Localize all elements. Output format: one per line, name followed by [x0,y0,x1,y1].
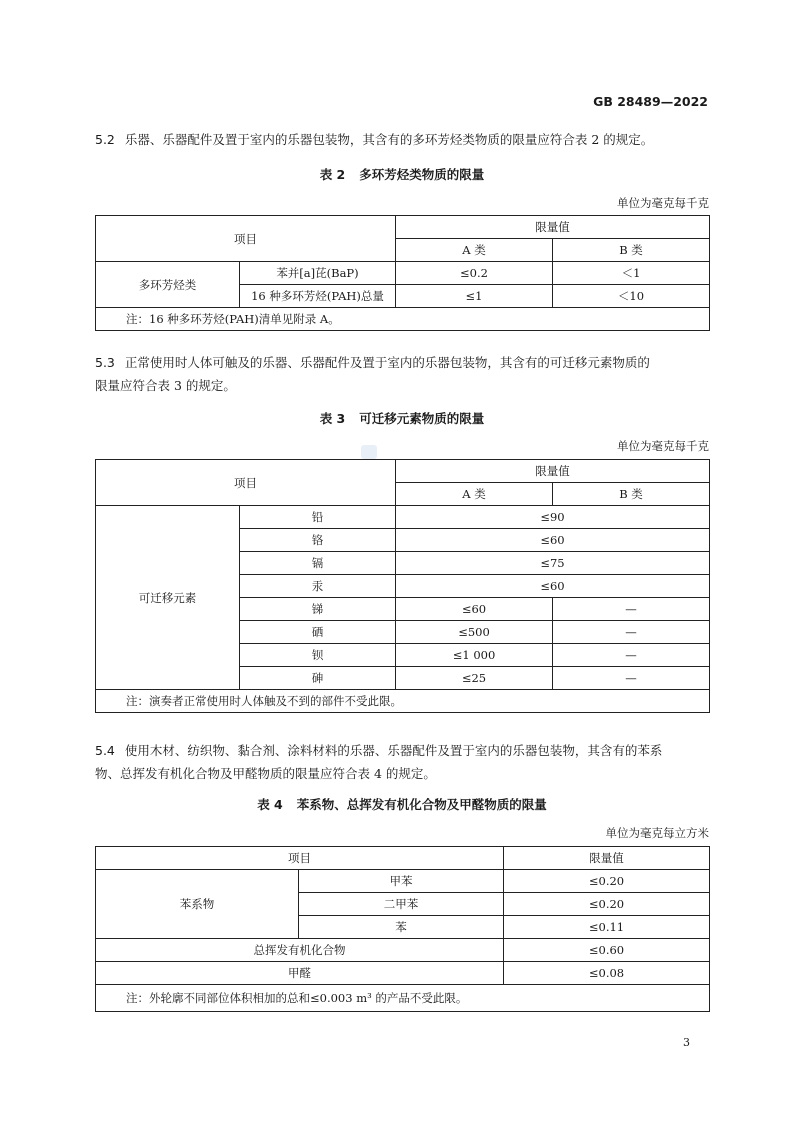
header-limit: 限量值 [504,847,710,870]
clause-line-1: 使用木材、纺织物、黏合剂、涂料材料的乐器、乐器配件及置于室内的乐器包装物，其含有的苯系 [124,743,663,758]
substance-value: ≤0.20 [504,893,710,916]
element-value-b: — [553,644,710,667]
substance-value: ≤0.60 [504,939,710,962]
clause-5-3 [95,351,709,397]
table-4-caption [95,795,709,813]
table-3 [95,459,710,713]
clause-5-4 [95,739,709,785]
header-item: 项目 [96,460,396,506]
clause-line-1: 正常使用时人体可触及的乐器、乐器配件及置于室内的乐器包装物，其含有的可迁移元素物质的 [124,355,650,370]
group-label: 可迁移元素 [96,506,240,690]
element-name: 钡 [240,644,396,667]
element-value: ≤60 [396,575,710,598]
header-limit: 限量值 [396,460,710,483]
header-class-b: B 类 [553,483,710,506]
element-value: ≤90 [396,506,710,529]
table-2-unit: 单位为毫克每千克 [617,196,709,210]
header-item: 项目 [96,847,504,870]
row-value-b: ＜10 [553,285,710,308]
element-value: ≤75 [396,552,710,575]
watermark-logo [361,445,377,459]
element-name: 铬 [240,529,396,552]
substance-name: 二甲苯 [299,893,504,916]
group-label: 多环芳烃类 [96,262,240,308]
table-4 [95,846,710,1012]
page-number: 3 [683,1036,690,1049]
element-value-a: ≤25 [396,667,553,690]
table-3-unit: 单位为毫克每千克 [617,439,709,453]
element-name: 硒 [240,621,396,644]
table-number: 表 4 [257,797,283,812]
header-class-a: A 类 [396,483,553,506]
table-3-caption [95,409,709,427]
row-name: 16 种多环芳烃(PAH)总量 [240,285,396,308]
clause-number: 5.3 [95,355,115,370]
clause-line-2: 限量应符合表 3 的规定。 [95,378,236,393]
element-value-a: ≤500 [396,621,553,644]
table-title: 苯系物、总挥发有机化合物及甲醛物质的限量 [296,797,547,812]
element-value-a: ≤1 000 [396,644,553,667]
element-name: 汞 [240,575,396,598]
table-title: 可迁移元素物质的限量 [359,411,485,426]
element-value-b: — [553,598,710,621]
substance-value: ≤0.11 [504,916,710,939]
row-value-b: ＜1 [553,262,710,285]
clause-5-2 [95,128,709,151]
header-limit: 限量值 [396,216,710,239]
table-number: 表 3 [319,411,346,426]
row-value-a: ≤0.2 [396,262,553,285]
substance-name: 甲醛 [96,962,504,985]
element-value: ≤60 [396,529,710,552]
substance-name: 总挥发有机化合物 [96,939,504,962]
clause-number: 5.4 [95,743,115,758]
element-name: 锑 [240,598,396,621]
element-value-a: ≤60 [396,598,553,621]
element-name: 砷 [240,667,396,690]
table-2-caption [95,165,709,183]
clause-number: 5.2 [95,132,115,147]
clause-line-2: 物、总挥发有机化合物及甲醛物质的限量应符合表 4 的规定。 [95,766,436,781]
table-note: 注：演奏者正常使用时人体触及不到的部件不受此限。 [96,690,710,713]
substance-name: 苯 [299,916,504,939]
element-name: 镉 [240,552,396,575]
row-value-a: ≤1 [396,285,553,308]
substance-name: 甲苯 [299,870,504,893]
clause-text: 乐器、乐器配件及置于室内的乐器包装物，其含有的多环芳烃类物质的限量应符合表 2 的规定。 [124,132,654,147]
header-class-a: A 类 [396,239,553,262]
header-class-b: B 类 [553,239,710,262]
standard-number: GB 28489—2022 [593,94,708,109]
table-note: 注：16 种多环芳烃(PAH)清单见附录 A。 [96,308,710,331]
table-2 [95,215,710,331]
group-label: 苯系物 [96,870,299,939]
row-name: 苯并[a]芘(BaP) [240,262,396,285]
header-item: 项目 [96,216,396,262]
substance-value: ≤0.20 [504,870,710,893]
table-4-unit: 单位为毫克每立方米 [605,826,709,840]
table-number: 表 2 [319,167,346,182]
substance-value: ≤0.08 [504,962,710,985]
element-name: 铅 [240,506,396,529]
element-value-b: — [553,621,710,644]
table-note: 注：外轮廓不同部位体积相加的总和≤0.003 m³ 的产品不受此限。 [96,985,710,1012]
table-title: 多环芳烃类物质的限量 [359,167,485,182]
element-value-b: — [553,667,710,690]
